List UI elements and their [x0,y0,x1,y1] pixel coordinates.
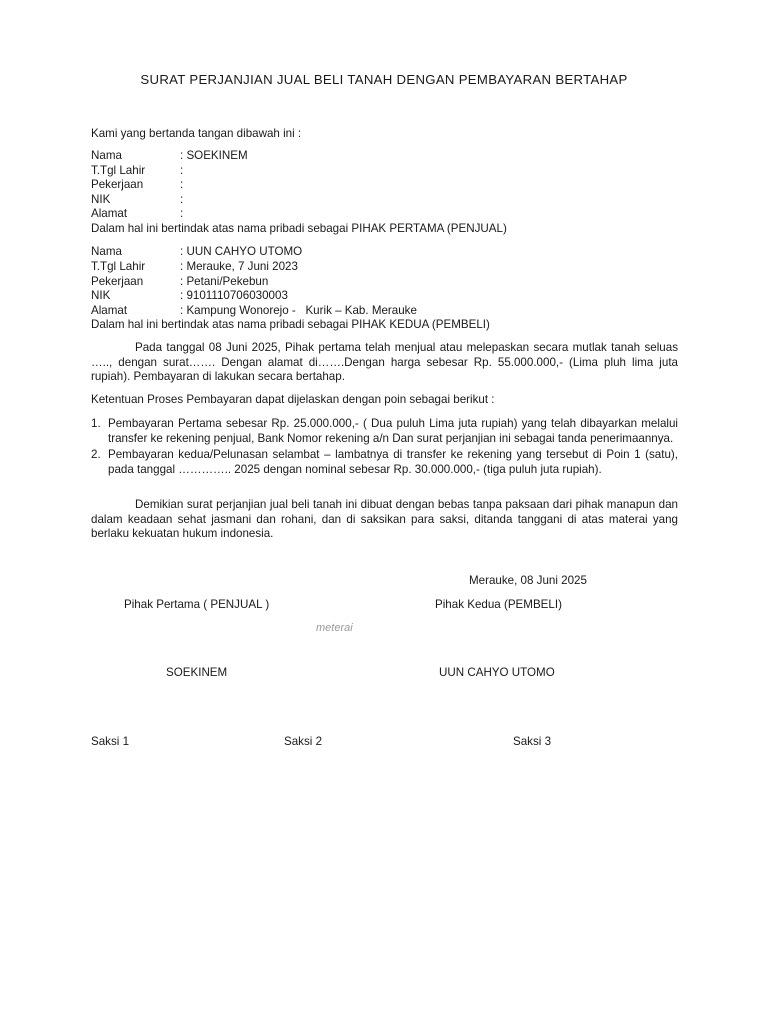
meterai-stamp: meterai [316,622,353,634]
field-label: Alamat [91,207,128,220]
field-label: Nama [91,245,122,258]
list-text: Pembayaran kedua/Pelunasan selambat – lambatnya di transfer ke rekening yang tersebut di Poin 1 (satu), pada tanggal ………….. 2025 dengan nominal sebesar Rp. 30.000.000,- (tiga puluh juta rupiah). [108,448,678,476]
list-text: Pembayaran Pertama sebesar Rp. 25.000.000,- ( Dua puluh Lima juta rupiah) yang telah dibayarkan melalui transfer ke rekening penjual, Bank Nomor rekening a/n Dan surat perjanjian ini sebagai tanda penerimaannya. [108,417,678,445]
list-item [91,448,678,477]
field-value: : Merauke, 7 Juni 2023 [180,260,298,273]
field-label: Pekerjaan [91,275,144,288]
field-label: T.Tgl Lahir [91,260,146,273]
field-value: : [180,193,184,206]
party1-address-row [91,207,691,222]
party2-nik-row [91,289,691,304]
closing-paragraph: Demikian surat perjanjian jual beli tanah ini dibuat dengan bebas tanpa paksaan dari pihak manapun dan dalam keadaan sehat jasmani dan rohani, dan di saksikan para saksi, ditanda tanggani di atas materai yang berlaku kekuatan hukum indonesia. [91,498,678,541]
party2-job-row [91,275,691,290]
place-date: Merauke, 08 Juni 2025 [469,574,587,587]
terms-intro: Ketentuan Proses Pembayaran dapat dijelaskan dengan poin sebagai berikut : [91,393,495,406]
witness-3: Saksi 3 [513,735,552,748]
second-party-name: UUN CAHYO UTOMO [439,666,555,679]
field-value: : SOEKINEM [180,149,248,162]
party1-job-row [91,178,691,193]
party1-name-row [91,149,691,164]
field-value: : [180,207,184,220]
party1-birth-row [91,164,691,179]
sale-paragraph: Pada tanggal 08 Juni 2025, Pihak pertama telah menjual atau melepaskan secara mutlak tanah seluas ….., dengan surat……. Dengan alamat di…….Dengan harga sebesar Rp. 55.000.000,- (Lima pluh lima juta rupiah). Pembayaran di lakukan secara bertahap. [91,341,678,384]
party2-name-row [91,245,691,260]
witness-1: Saksi 1 [91,735,130,748]
field-value: : [180,164,184,177]
party2-birth-row [91,260,691,275]
field-value: : [180,178,184,191]
party1-role: Dalam hal ini bertindak atas nama pribadi sebagai PIHAK PERTAMA (PENJUAL) [91,222,507,235]
field-value: : Petani/Pekebun [180,275,269,288]
field-label: T.Tgl Lahir [91,164,146,177]
list-number: 1. [91,417,101,430]
document-title: SURAT PERJANJIAN JUAL BELI TANAH DENGAN PEMBAYARAN BERTAHAP [140,72,628,87]
list-number: 2. [91,448,101,462]
field-label: Pekerjaan [91,178,144,191]
list-item [91,417,678,446]
field-value: : 9101110706030003 [180,289,288,302]
party1-nik-row [91,193,691,208]
field-label: NIK [91,193,111,206]
field-value: : Kampung Wonorejo - Kurik – Kab. Merauke [180,304,417,317]
first-party-label: Pihak Pertama ( PENJUAL ) [124,598,270,611]
field-value: : UUN CAHYO UTOMO [180,245,303,258]
field-label: Alamat [91,304,128,317]
party2-address-row [91,304,691,319]
first-party-name: SOEKINEM [166,666,228,679]
party2-role: Dalam hal ini bertindak atas nama pribadi sebagai PIHAK KEDUA (PEMBELI) [91,318,490,331]
witness-2: Saksi 2 [284,735,323,748]
intro-text: Kami yang bertanda tangan dibawah ini : [91,127,302,140]
field-label: Nama [91,149,122,162]
second-party-label: Pihak Kedua (PEMBELI) [435,598,562,611]
field-label: NIK [91,289,111,302]
payment-terms-list [91,417,678,479]
